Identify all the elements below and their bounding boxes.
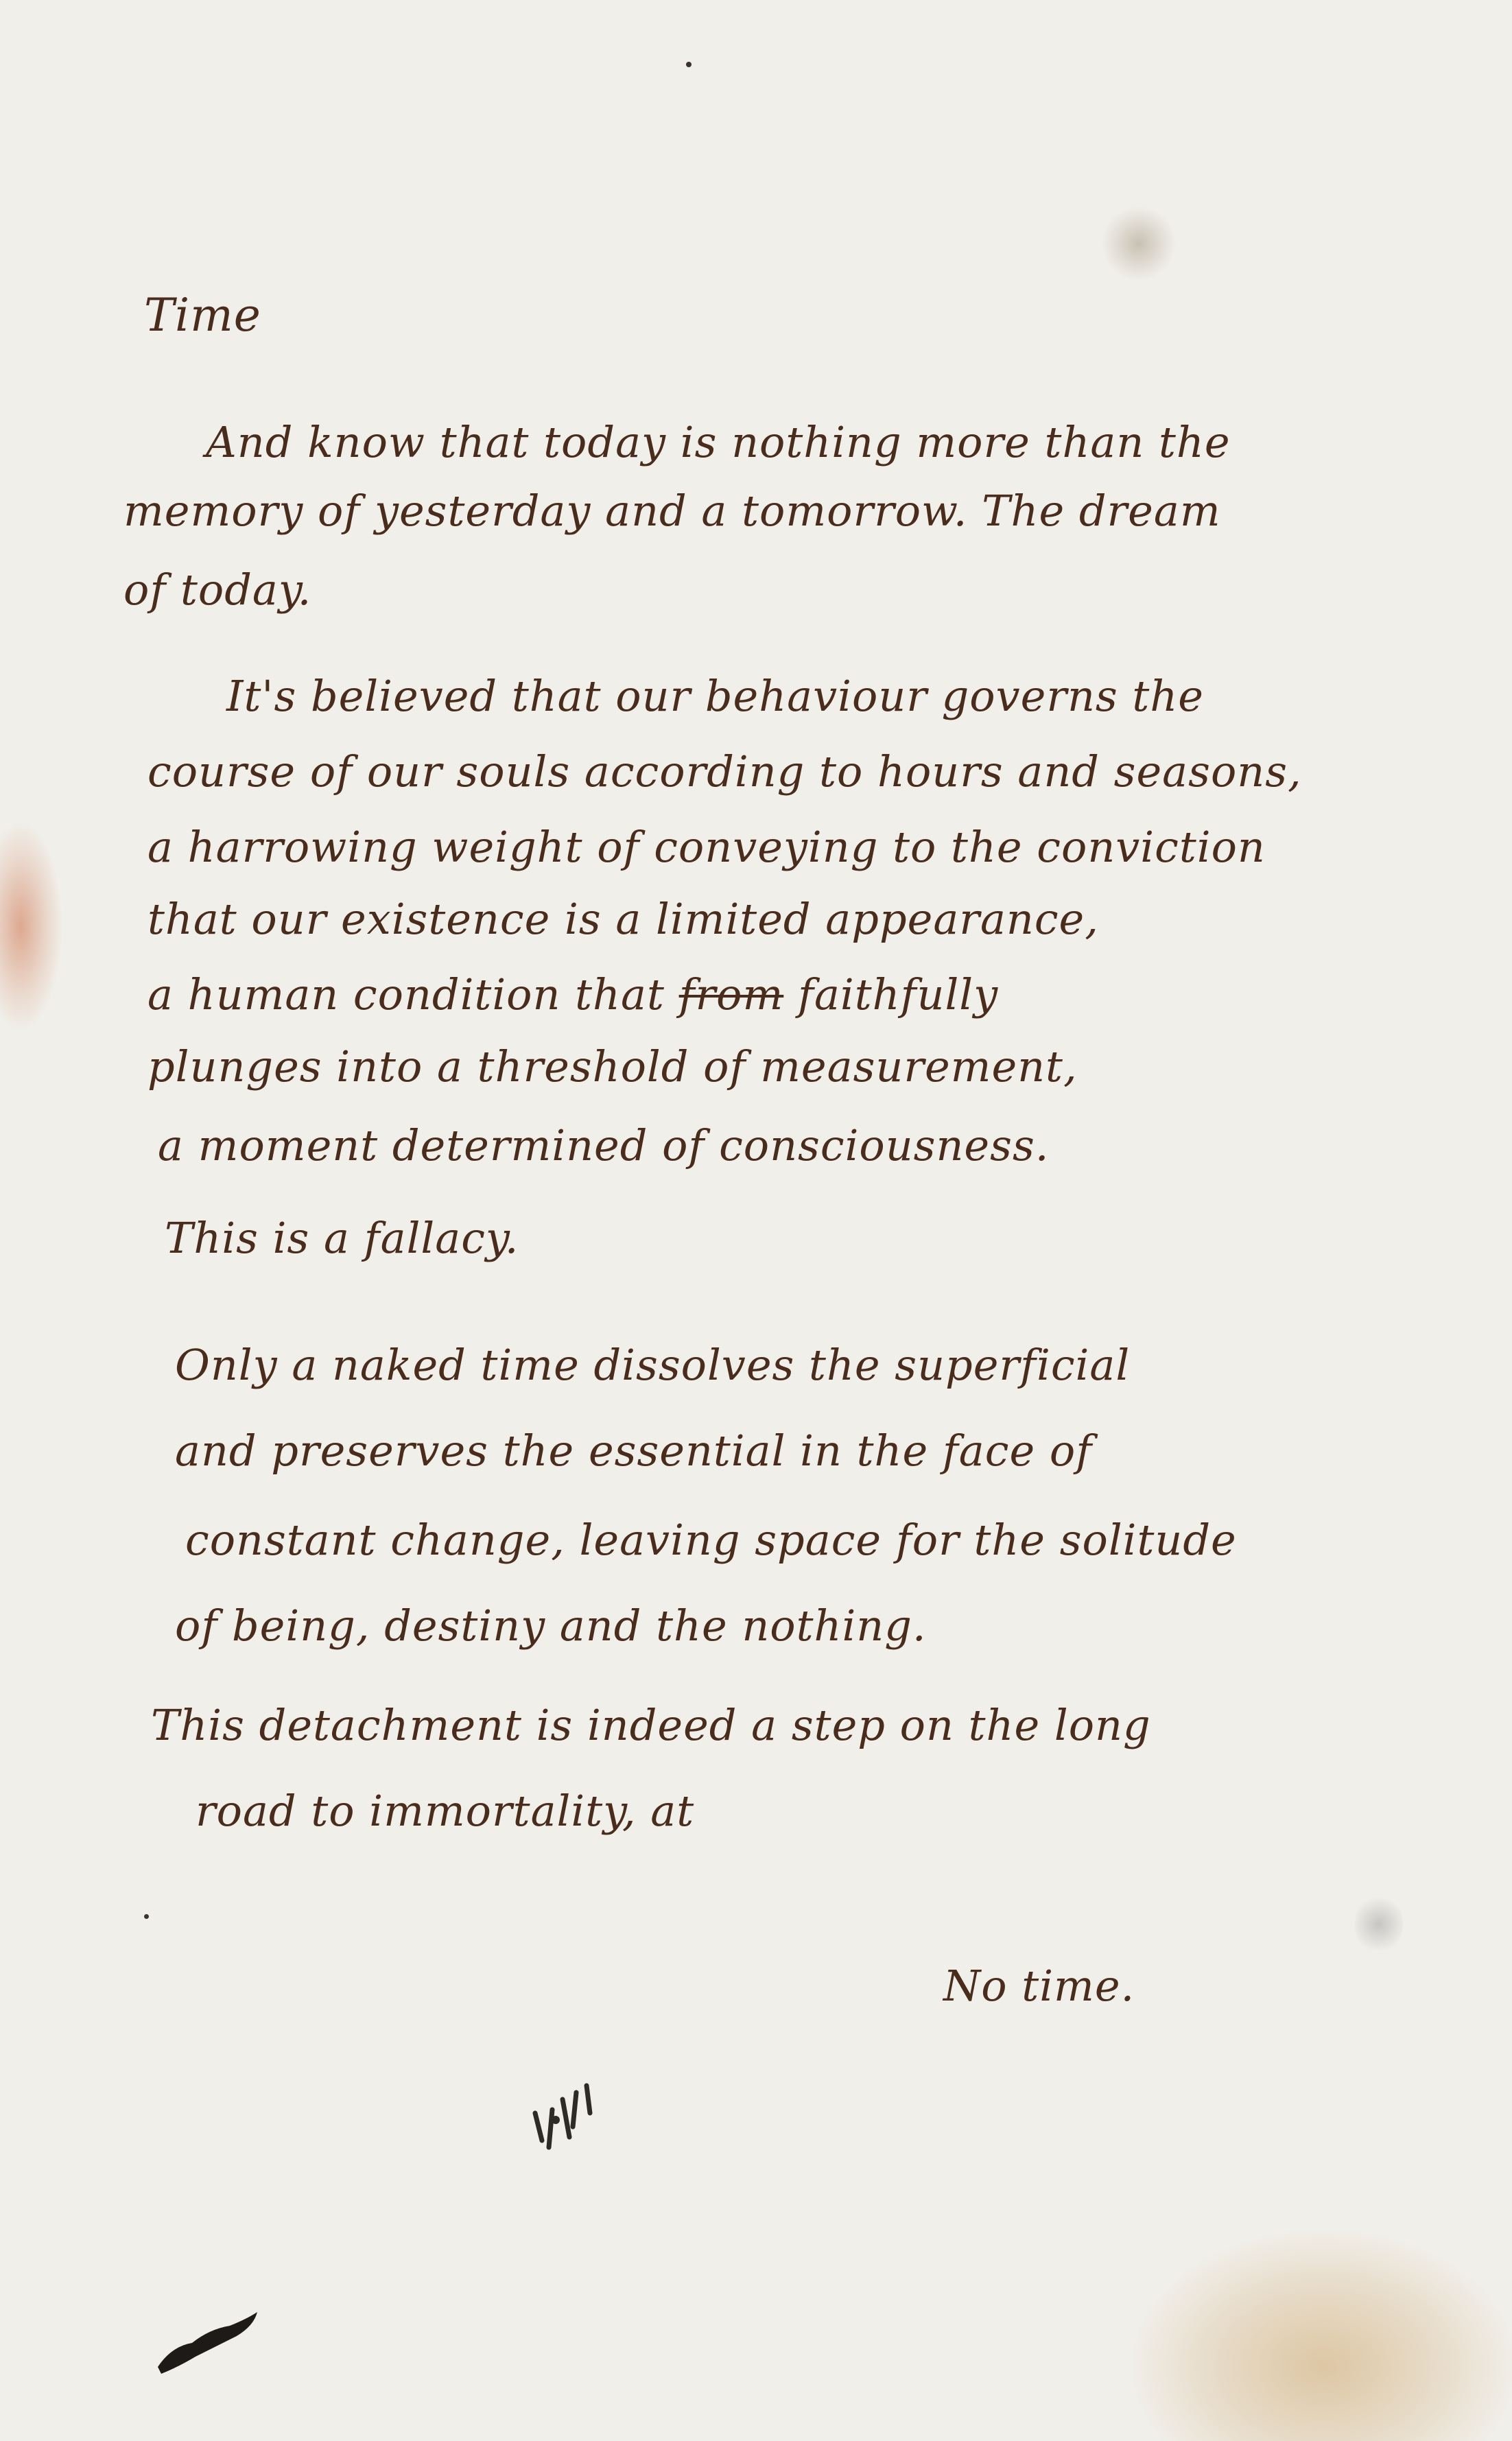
letter-line: And know that today is nothing more than the [206,417,1231,467]
letter-text: a human condition that [147,969,665,1019]
letter-line-with-strikeout [147,967,998,1022]
struck-out-word: from [678,969,784,1019]
letter-line: plunges into a threshold of measurement, [147,1041,1078,1092]
letter-line: memory of yesterday and a tomorrow. The dream [123,486,1221,536]
letter-line: a moment determined of consciousness. [158,1120,1050,1170]
letter-line: that our existence is a limited appearance, [147,894,1099,944]
letter-text: faithfully [798,969,999,1019]
letter-title: Time [144,289,261,342]
letter-line: It's believed that our behaviour governs the [226,671,1204,721]
letter-line: This is a fallacy. [165,1213,519,1263]
letter-line: of today. [123,565,312,615]
letter-line: course of our souls according to hours and seasons, [147,746,1302,797]
letter-line: and preserves the essential in the face of [175,1426,1093,1476]
letter-line: constant change, leaving space for the solitude [185,1515,1237,1565]
letter-line: a harrowing weight of conveying to the conviction [147,822,1266,872]
letter-line: of being, destiny and the nothing. [175,1601,927,1651]
letter-line: This detachment is indeed a step on the long [151,1700,1151,1750]
letter-closing: No time. [943,1961,1135,2011]
letter-line: road to immortality, at [196,1786,695,1836]
letter-line: Only a naked time dissolves the superficial [175,1340,1131,1390]
